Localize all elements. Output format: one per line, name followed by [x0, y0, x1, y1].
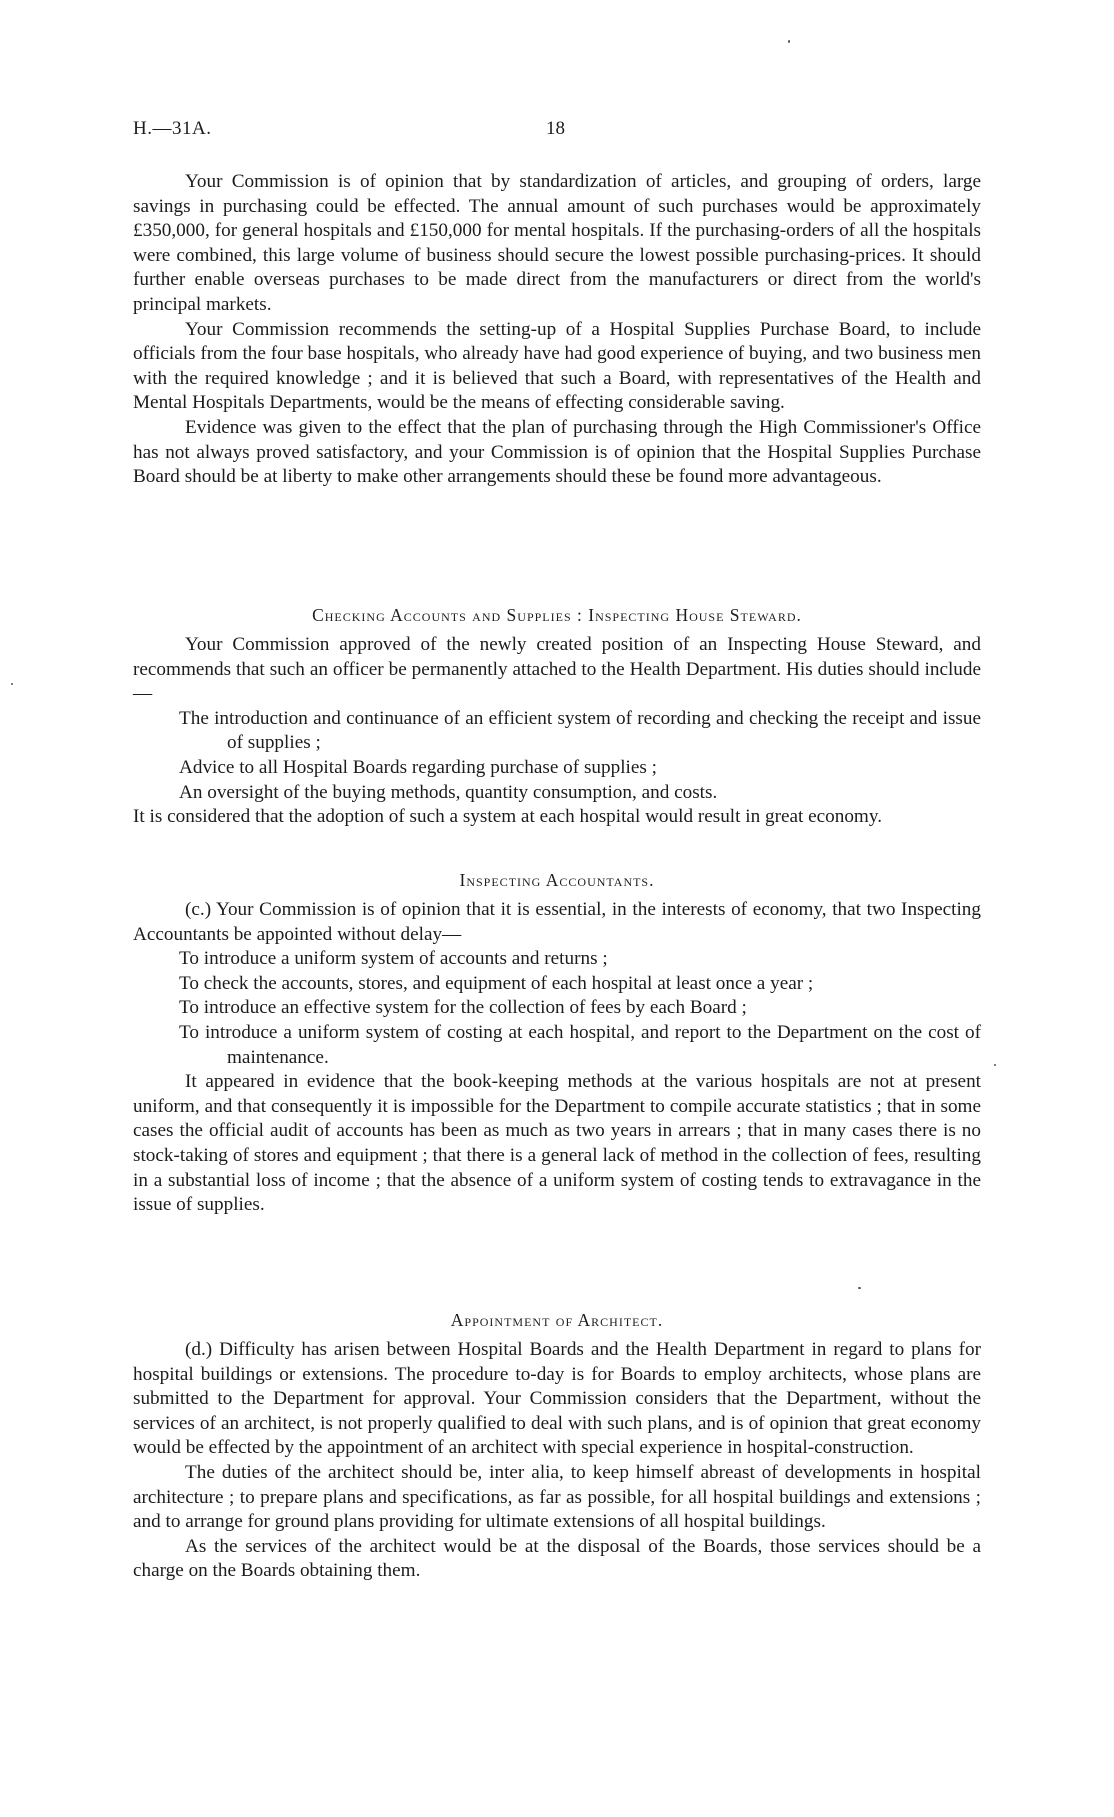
list-item: To introduce an effective system for the collection of fees by each Board ;	[179, 997, 747, 1019]
page-number: 18	[546, 118, 565, 139]
section-heading: Checking Accounts and Supplies : Inspecting House Steward.	[312, 605, 802, 625]
scan-speck	[994, 1064, 996, 1066]
architect-section	[133, 1338, 981, 1584]
scan-speck	[11, 683, 13, 685]
paragraph: (c.) Your Commission is of opinion that it is essential, in the interests of economy, that two Inspecting Accountants be appointed without delay—	[133, 899, 981, 945]
paragraph: (d.) Difficulty has arisen between Hospital Boards and the Health Department in regard to plans for hospital buildings or extensions. The procedure to-day is for Boards to employ architects, whose plans are submitted to the Department for approval. Your Commission considers that the Department, without the services of an architect, is not properly qualified to deal with such plans, and is of opinion that great economy would be effected by the appointment of an architect with special experience in hospital-construction.	[133, 1339, 981, 1459]
duties-list	[133, 947, 981, 1070]
list-item: The introduction and continuance of an efficient system of recording and checking the receipt and issue of supplies ;	[179, 707, 981, 754]
document-reference: H.—31A.	[133, 118, 212, 139]
paragraph: It is considered that the adoption of such a system at each hospital would result in great economy.	[133, 806, 883, 828]
list-item: An oversight of the buying methods, quantity consumption, and costs.	[179, 781, 718, 803]
paragraph: As the services of the architect would be at the disposal of the Boards, those services should be a charge on the Boards obtaining them.	[133, 1535, 981, 1582]
list-item: To check the accounts, stores, and equipment of each hospital at least once a year ;	[179, 972, 814, 994]
list-item: Advice to all Hospital Boards regarding purchase of supplies ;	[179, 756, 657, 778]
house-steward-section	[133, 633, 981, 830]
paragraph: Evidence was given to the effect that the plan of purchasing through the High Commissioner's Office has not always proved satisfactory, and your Commission is of opinion that the Hospital Supplies Purchase Board should be at liberty to make other arrangements should these be found more advantageous.	[133, 416, 981, 488]
paragraph: Your Commission recommends the setting-up of a Hospital Supplies Purchase Board, to include officials from the four base hospitals, who already have had good experience of buying, and two business men with the required knowledge ; and it is believed that such a Board, with representatives of the Health and Mental Hospitals Departments, would be the means of effecting considerable saving.	[133, 318, 981, 414]
section-heading: Appointment of Architect.	[450, 1310, 664, 1330]
scan-speck	[858, 1287, 861, 1289]
paragraph: Your Commission approved of the newly created position of an Inspecting House Steward, and recommends that such an officer be permanently attached to the Health Department. His duties should include—	[133, 634, 981, 705]
paragraph: The duties of the architect should be, inter alia, to keep himself abreast of developments in hospital architecture ; to prepare plans and specifications, as far as possible, for all hospital buildings and extensions ; and to arrange for ground plans providing for ultimate extensions of all hospital buildings.	[133, 1461, 981, 1533]
list-item: To introduce a uniform system of costing at each hospital, and report to the Department on the cost of maintenance.	[179, 1021, 981, 1068]
scan-speck	[788, 40, 790, 43]
section-heading: Inspecting Accountants.	[459, 870, 655, 890]
list-item: To introduce a uniform system of accounts and returns ;	[179, 948, 608, 970]
paragraph: Your Commission is of opinion that by standardization of articles, and grouping of orders, large savings in purchasing could be effected. The annual amount of such purchases would be approximately £350,000, for general hospitals and £150,000 for mental hospitals. If the purchasing-orders of all the hospitals were combined, this large volume of business should secure the lowest possible purchasing-prices. It should further enable overseas purchases to be made direct from the manufacturers or direct from the world's principal markets.	[133, 171, 981, 315]
paragraph: It appeared in evidence that the book-keeping methods at the various hospitals are not at present uniform, and that consequently it is impossible for the Department to compile accurate statistics ; that in some cases the official audit of accounts has been as much as two years in arrears ; that in many cases there is no stock-taking of stores and equipment ; that there is a general lack of method in the collection of fees, resulting in a substantial loss of income ; that the absence of a uniform system of costing tends to extravagance in the issue of supplies.	[133, 1071, 981, 1216]
accountants-section	[133, 898, 981, 1218]
purchasing-section	[133, 170, 981, 490]
duties-list	[133, 707, 981, 805]
